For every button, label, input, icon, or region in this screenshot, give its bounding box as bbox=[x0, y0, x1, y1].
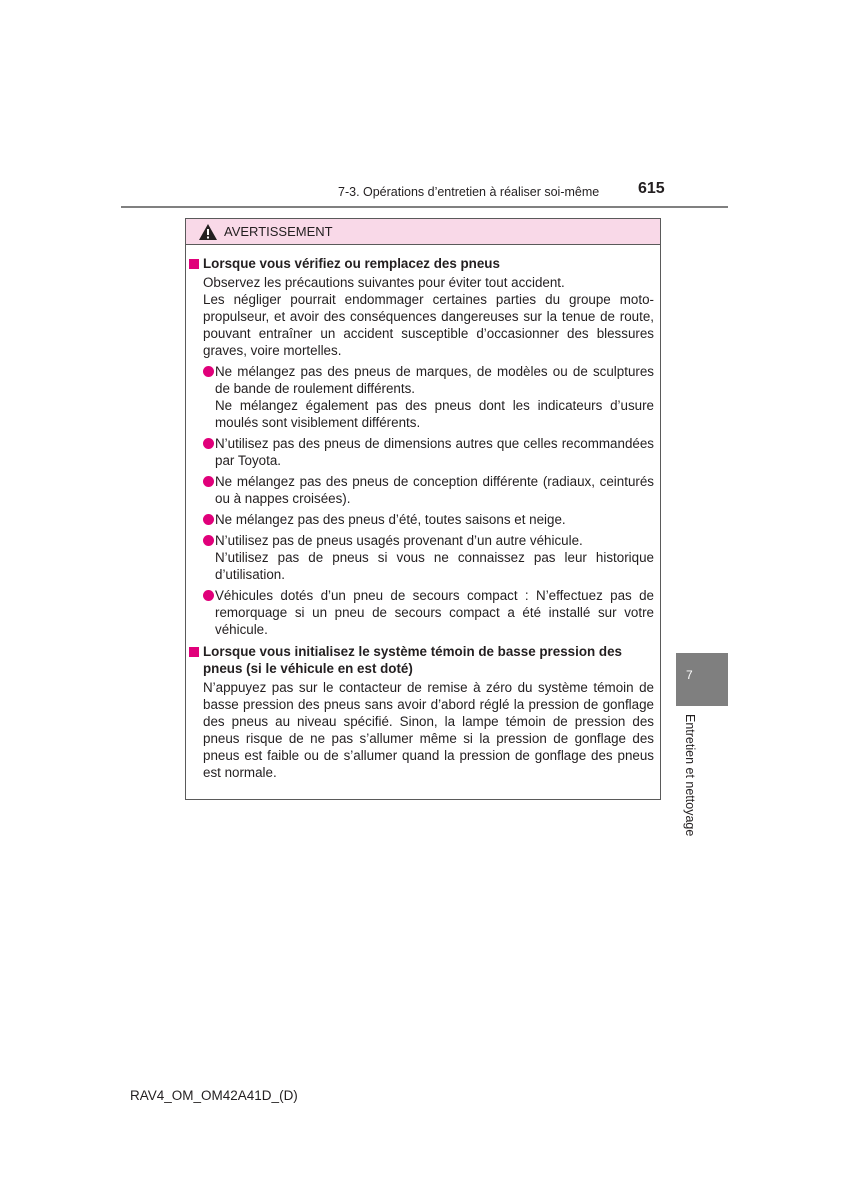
header-rule bbox=[121, 206, 728, 208]
list-item bbox=[188, 363, 654, 431]
round-bullet-icon bbox=[203, 514, 214, 525]
round-bullet-icon bbox=[203, 590, 214, 601]
warning-box bbox=[185, 218, 661, 800]
list-item-text: Ne mélangez pas des pneus de conception différente (radiaux, ceinturés ou à nappes croisées). bbox=[215, 474, 654, 506]
section-heading bbox=[188, 643, 654, 677]
warning-header bbox=[186, 219, 660, 245]
round-bullet-icon bbox=[203, 438, 214, 449]
round-bullet-icon bbox=[203, 476, 214, 487]
list-item-text: Ne mélangez pas des pneus d’été, toutes saisons et neige. bbox=[215, 512, 566, 527]
body-paragraph: N’appuyez pas sur le contacteur de remise à zéro du système témoin de basse pression des pneus sans avoir d’abord réglé la pression de gonflage des pneus au niveau spécifié. Sinon, la lampe témoin de pression des pneus risque de ne pas s’allumer même si la pression de gonflage des pneus est faible ou de s’allumer quand la pression de gonflage des pneus est normale. bbox=[203, 680, 654, 780]
chapter-tab bbox=[676, 653, 728, 706]
chapter-number: 7 bbox=[686, 668, 693, 682]
header-section-title: 7-3. Opérations d’entretien à réaliser soi-même bbox=[338, 185, 600, 199]
list-item-text: N’utilisez pas de pneus si vous ne connaissez pas leur historique d’utilisation. bbox=[215, 550, 654, 582]
list-item bbox=[188, 435, 654, 469]
square-bullet-icon bbox=[189, 259, 199, 269]
warning-title: AVERTISSEMENT bbox=[224, 224, 333, 239]
list-item-text: Véhicules dotés d’un pneu de secours compact : N’effectuez pas de remorquage si un pneu de secours compact a été installé sur votre véhicule. bbox=[215, 588, 654, 637]
list-item-text: N’utilisez pas de pneus usagés provenant d’un autre véhicule. bbox=[215, 533, 583, 548]
intro-paragraph: Observez les précautions suivantes pour éviter tout accident. bbox=[203, 275, 565, 290]
list-item bbox=[188, 511, 654, 528]
list-item bbox=[188, 473, 654, 507]
section-heading-text: Lorsque vous vérifiez ou remplacez des pneus bbox=[203, 256, 500, 271]
page-number: 615 bbox=[638, 180, 665, 197]
list-item-text: N’utilisez pas des pneus de dimensions autres que celles recommandées par Toyota. bbox=[215, 436, 654, 468]
round-bullet-icon bbox=[203, 366, 214, 377]
list-item-text: Ne mélangez également pas des pneus dont les indicateurs d’usure moulés sont visiblement différents. bbox=[215, 398, 654, 430]
warning-content bbox=[188, 255, 654, 781]
section-heading-text: Lorsque vous initialisez le système témoin de basse pression des pneus (si le véhicule en est doté) bbox=[203, 644, 622, 676]
section-heading bbox=[188, 255, 654, 272]
intro-paragraph: Les négliger pourrait endommager certaines parties du groupe moto-propulseur, et avoir des conséquences dangereuses sur la tenue de route, pouvant entraîner un accident susceptible d’occasionner des blessures graves, voire mortelles. bbox=[203, 292, 654, 358]
chapter-title: Entretien et nettoyage bbox=[683, 714, 697, 837]
list-item bbox=[188, 532, 654, 583]
document-code: RAV4_OM_OM42A41D_(D) bbox=[130, 1088, 298, 1103]
list-item bbox=[188, 587, 654, 638]
round-bullet-icon bbox=[203, 535, 214, 546]
square-bullet-icon bbox=[189, 647, 199, 657]
warning-triangle-icon bbox=[198, 223, 218, 241]
list-item-text: Ne mélangez pas des pneus de marques, de modèles ou de sculptures de bande de roulement différents. bbox=[215, 364, 654, 396]
